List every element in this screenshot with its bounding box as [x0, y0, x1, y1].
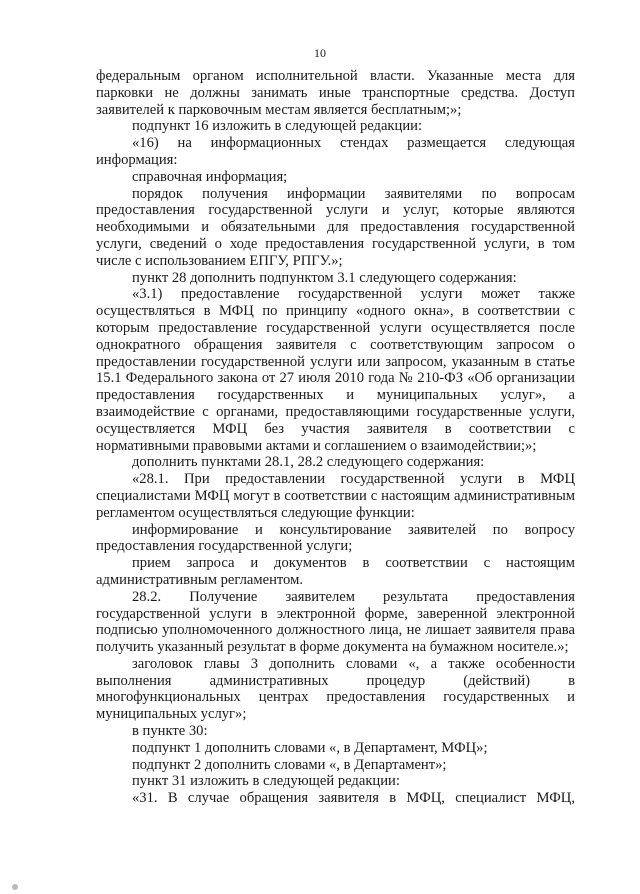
document-body [96, 68, 575, 807]
paragraph: «28.1. При предоставлении государственной услуги в МФЦ специалистами МФЦ могут в соответствии с настоящим административным регламентом осуществляться следующие функции: [96, 471, 575, 521]
paragraph: пункт 28 дополнить подпунктом 3.1 следующего содержания: [132, 269, 517, 286]
scan-mark [12, 884, 18, 890]
paragraph: справочная информация; [132, 168, 288, 185]
paragraph: «3.1) предоставление государственной услуги может также осуществляться в МФЦ по принципу «одного окна», в соответствии с которым предоставление государственной услуги осуществляется после однократного обращения заявителя с соответствующим запросом о предоставлении государственной услуги или запросом, указанным в статье 15.1 Федерального закона от 27 июля 2010 года № 210-ФЗ «Об организации предоставления государственных и муниципальных услуг», а взаимодействие с органами, предоставляющими государственные услуги, осуществляется МФЦ без участия заявителя в соответствии с нормативными правовыми актами и соглашением о взаимодействии;»; [96, 286, 575, 454]
paragraph: подпункт 1 дополнить словами «, в Департамент, МФЦ»; [132, 739, 488, 756]
paragraph: в пункте 30: [132, 723, 208, 740]
paragraph: «16) на информационных стендах размещается следующая информация: [96, 135, 575, 168]
paragraph: «31. В случае обращения заявителя в МФЦ, специалист МФЦ, [132, 790, 575, 807]
paragraph: федеральным органом исполнительной власти. Указанные места для парковки не должны занимать иные транспортные средства. Доступ заявителей к парковочным местам является бесплатным;»; [96, 68, 575, 118]
page-number: 10 [314, 46, 326, 60]
paragraph: 28.2. Получение заявителем результата предоставления государственной услуги в электронной форме, заверенной электронной подписью уполномоченного должностного лица, не лишает заявителя права получить указанный результат в форме документа на бумажном носителе.»; [96, 588, 575, 656]
paragraph: порядок получения информации заявителями по вопросам предоставления государственной услуги и услуг, которые являются необходимыми и обязательными для предоставления государственной услуги, сведений о ходе предоставления государственной услуги, в том числе с использованием ЕПГУ, РПГУ.»; [96, 185, 575, 269]
paragraph: подпункт 2 дополнить словами «, в Департамент»; [132, 756, 447, 773]
paragraph: прием запроса и документов в соответствии с настоящим административным регламентом. [96, 555, 575, 588]
paragraph: пункт 31 изложить в следующей редакции: [132, 773, 400, 790]
paragraph: подпункт 16 изложить в следующей редакции: [132, 118, 423, 135]
paragraph: информирование и консультирование заявителей по вопросу предоставления государственной услуги; [96, 521, 575, 555]
paragraph: заголовок главы 3 дополнить словами «, а также особенности выполнения административных процедур (действий) в многофункциональных центрах предоставления государственных и муниципальных услуг»; [96, 655, 575, 723]
paragraph: дополнить пунктами 28.1, 28.2 следующего содержания: [132, 454, 485, 471]
